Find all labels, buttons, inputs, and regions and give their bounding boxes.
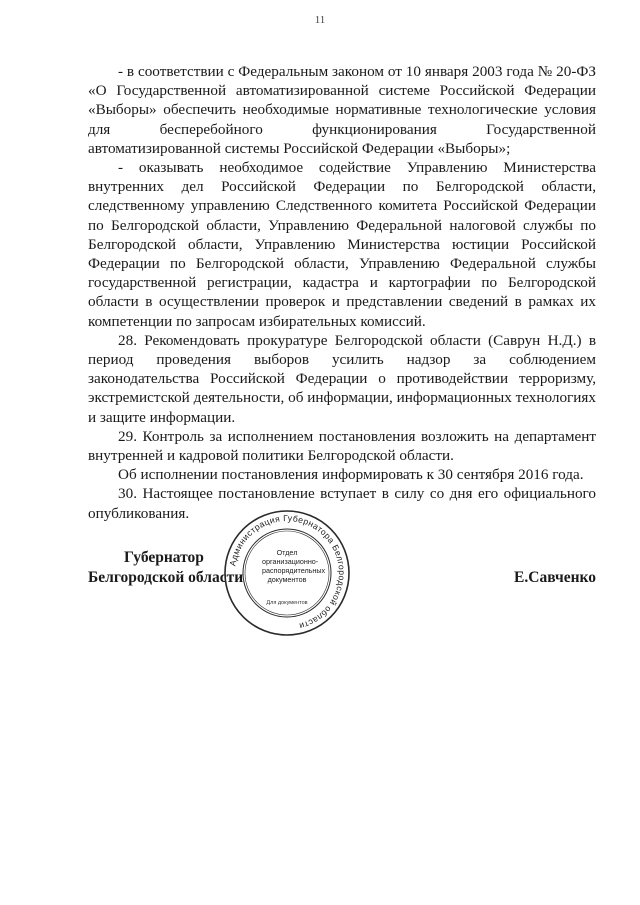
document-body bbox=[88, 62, 596, 523]
stamp-bottom-text: Для документов bbox=[266, 600, 308, 606]
signatory-title-line1: Губернатор bbox=[124, 549, 204, 566]
paragraph-report-deadline: Об исполнении постановления информировать к 30 сентября 2016 года. bbox=[118, 466, 584, 484]
paragraph-29-control: 29. Контроль за исполнением постановления возложить на департамент внутренней и кадровой политики Белгородской области. bbox=[88, 427, 596, 465]
paragraph-gas-vybory: - в соответствии с Федеральным законом от 10 января 2003 года № 20-ФЗ «О Государственной автоматизированной системе Российской Федерации «Выборы» обеспечить необходимые нормативные технологические условия для бесперебойного функционирования Государственной автоматизированной системы Российской Федерации «Выборы»; bbox=[88, 63, 596, 157]
paragraph-assistance: - оказывать необходимое содействие Управлению Министерства внутренних дел Российской Федерации по Белгородской области, следственному управлению Следственного комитета Российской Федерации по Белгородской области, Управлению Федеральной налоговой службы по Белгородской области, Управлению Министерства юстиции Российской Федерации по Белгородской области, Управлению Федеральной службы государственной регистрации, кадастра и картографии по Белгородской области в осуществлении проверок и представлении сведений в рамках их компетенции по запросам избирательных комиссий. bbox=[88, 159, 596, 330]
stamp-center-text: Отдел организационно-распорядительных документов bbox=[262, 548, 326, 584]
paragraph-28-prosecutor: 28. Рекомендовать прокуратуре Белгородской области (Саврун Н.Д.) в период проведения выборов усилить надзор за соблюдением законодательства Российской Федерации о противодействии терроризму, экстремистской деятельности, об информации, информационных технологиях и защите информации. bbox=[88, 331, 596, 426]
official-stamp bbox=[222, 508, 352, 638]
stamp-ring-text: Администрация Губернатора Белгородской области bbox=[227, 512, 348, 632]
page-number: 11 bbox=[314, 14, 326, 26]
signatory-name: Е.Савченко bbox=[514, 569, 596, 586]
paragraph-30-effective: 30. Настоящее постановление вступает в силу со дня его официального опубликования. bbox=[88, 485, 596, 522]
signatory-title-line2: Белгородской области bbox=[88, 569, 244, 586]
